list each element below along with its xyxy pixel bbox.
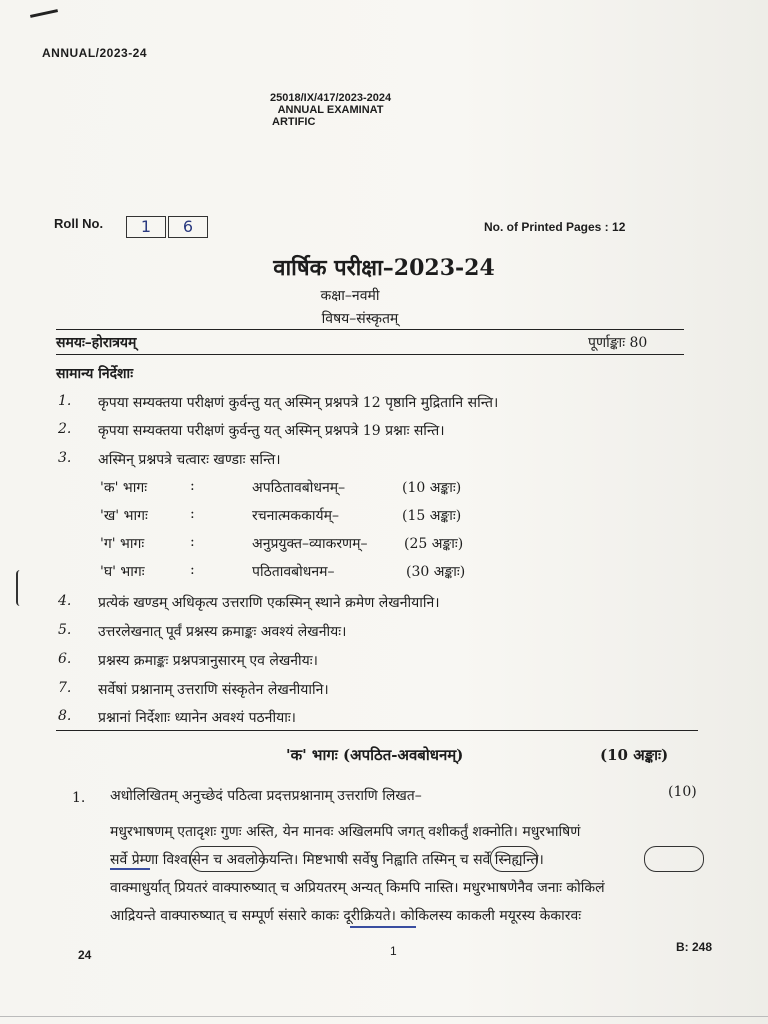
page-number: 1	[390, 944, 397, 958]
pen-circle-annotation	[644, 846, 704, 872]
part-title: रचनात्मककार्यम्–	[252, 508, 339, 524]
question-number: 1.	[72, 790, 86, 806]
part-marks: (15 अङ्काः)	[402, 508, 462, 524]
part-marks: (10 अङ्काः)	[402, 480, 462, 496]
passage-line: सर्वे प्रेम्णा विश्वासेन च अवलोकयन्ति। मिष्टभाषी सर्वेषु निह्वाति तस्मिन् च सर्वे स्निह्यन्ति।	[110, 852, 544, 868]
part-a-heading: 'क' भागः (अपठित-अवबोधनम्)	[286, 746, 464, 764]
pen-underline	[350, 926, 416, 928]
part-title: पठितावबोधनम–	[252, 564, 335, 580]
passage-line: वाक्माधुर्यात् प्रियतरं वाक्पारुष्यात् च अप्रियतरम् अन्यत् किमपि नास्ति। मधुरभाषणेनैव जनाः कोकिलं	[110, 880, 605, 896]
roll-digit-box-2[interactable]: 6	[168, 216, 208, 238]
part-title: अनुप्रयुक्त–व्याकरणम्–	[252, 536, 368, 552]
instruction-number: 2.	[58, 421, 72, 437]
part-colon: :	[190, 478, 195, 494]
paper-code: 25018/IX/417/2023-2024	[270, 92, 392, 104]
page-bottom-edge	[0, 1016, 768, 1017]
part-marks: (30 अङ्काः)	[406, 564, 466, 580]
instruction-text: सर्वेषां प्रश्नानाम् उत्तराणि संस्कृतेन लेखनीयानि।	[98, 682, 329, 698]
footer-left-number: 24	[78, 948, 92, 962]
paper-code-block	[270, 92, 391, 128]
instruction-text: कृपया सम्यक्तया परीक्षणं कुर्वन्तु यत् अस्मिन् प्रश्नपत्रे 12 पृष्ठानि मुद्रितानि सन्ति।	[98, 395, 499, 411]
subject-line: विषय–संस्कृतम्	[321, 311, 399, 327]
exam-title: वार्षिक परीक्षा–2023-24	[273, 255, 495, 281]
part-colon: :	[190, 506, 195, 522]
margin-bracket-mark	[16, 570, 24, 606]
passage-line: मधुरभाषणम् एतादृशः गुणः अस्ति, येन मानवः अखिलमपि जगत् वशीकर्तुं शक्नोति। मधुरभाषिणं	[110, 824, 581, 840]
part-colon: :	[190, 534, 195, 550]
part-name: 'ख' भागः	[100, 508, 148, 524]
instruction-number: 6.	[58, 651, 72, 667]
instruction-text: प्रश्नस्य क्रमाङ्कः प्रश्नपत्रानुसारम् एव लेखनीयः।	[98, 653, 318, 669]
instruction-text: अस्मिन् प्रश्नपत्रे चत्वारः खण्डाः सन्ति।	[98, 452, 281, 468]
part-name: 'क' भागः	[100, 480, 148, 496]
instruction-text: प्रत्येकं खण्डम् अधिकृत्य उत्तराणि एकस्मिन् स्थाने क्रमेण लेखनीयानि।	[98, 595, 440, 611]
pen-underline	[110, 868, 150, 870]
annual-label: ANNUAL/2023-24	[42, 46, 148, 60]
section-divider	[56, 730, 698, 731]
instruction-number: 8.	[58, 708, 72, 724]
instruction-number: 3.	[58, 450, 72, 466]
pen-circle-annotation	[490, 846, 538, 872]
class-line: कक्षा–नवमी	[320, 288, 380, 304]
exam-line: ANNUAL EXAMINAT	[277, 104, 384, 116]
reading-passage	[110, 818, 706, 930]
instruction-text: प्रश्नानां निर्देशाः ध्यानेन अवश्यं पठनीयाः।	[98, 710, 296, 726]
part-title: अपठितावबोधनम्–	[252, 480, 346, 496]
part-marks: (25 अङ्काः)	[404, 536, 464, 552]
question-text: अधोलिखितम् अनुच्छेदं पठित्वा प्रदत्तप्रश्नानाम् उत्तराणि लिखत–	[110, 788, 422, 804]
maximum-marks: पूर्णाङ्काः 80	[588, 335, 648, 351]
roll-digit-box-1[interactable]: 1	[126, 216, 166, 238]
instruction-text: उत्तरलेखनात् पूर्वं प्रश्नस्य क्रमाङ्कः अवश्यं लेखनीयः।	[98, 624, 347, 640]
instruction-number: 4.	[58, 593, 72, 609]
part-a-marks: (10 अङ्काः)	[600, 746, 669, 764]
footer-code: B: 248	[676, 940, 713, 954]
pen-stroke	[30, 9, 58, 18]
part-name: 'ग' भागः	[100, 536, 145, 552]
time-allowed: समयः–होरात्रयम्	[56, 335, 137, 351]
instruction-number: 1.	[58, 393, 72, 409]
pen-circle-annotation	[190, 846, 264, 872]
general-instructions-heading: सामान्य निर्देशाः	[56, 366, 134, 382]
instruction-number: 5.	[58, 622, 72, 638]
instruction-text: कृपया सम्यक्तया परीक्षणं कुर्वन्तु यत् अस्मिन् प्रश्नपत्रे 19 प्रश्नाः सन्ति।	[98, 423, 445, 439]
instruction-number: 7.	[58, 680, 72, 696]
divider-top	[56, 329, 684, 330]
part-colon: :	[190, 562, 195, 578]
part-name: 'घ' भागः	[100, 564, 145, 580]
subject-partial: ARTIFIC	[272, 116, 316, 128]
passage-line: आद्रियन्ते वाक्पारुष्यात् च सम्पूर्ण संसारे काकः दूरीक्रियते। कोकिलस्य काकली मयूरस्य केकारवः	[110, 908, 582, 924]
question-marks: (10)	[668, 784, 697, 800]
printed-pages-label: No. of Printed Pages : 12	[484, 220, 626, 234]
roll-number-label: Roll No.	[54, 216, 104, 231]
divider-bottom	[56, 354, 684, 355]
